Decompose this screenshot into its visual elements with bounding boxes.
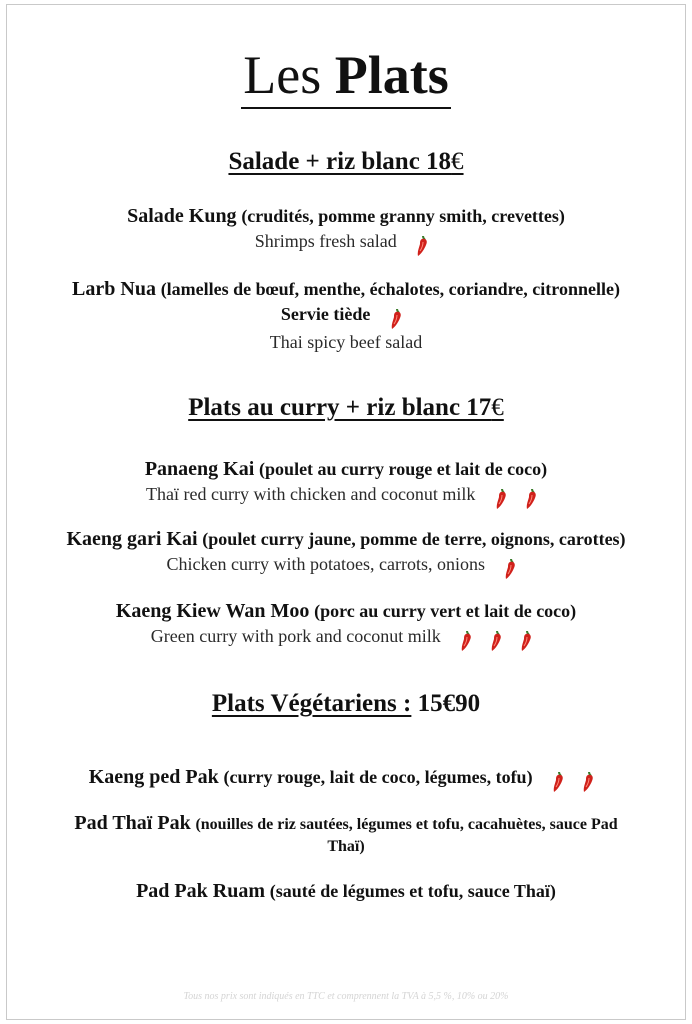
page-title-bold: Plats: [334, 45, 449, 105]
dish-english: Shrimps fresh salad: [254, 231, 397, 251]
section-label: Plats au curry + riz blanc 17: [188, 394, 492, 421]
chili-pepper-icon: [388, 308, 404, 330]
section-heading-vegetarien: [7, 689, 685, 719]
dish-panaeng-kai: [7, 457, 685, 510]
spice-level: [486, 485, 546, 510]
dish-salade-kung: [7, 204, 685, 257]
dish-english: Green curry with pork and coconut milk: [150, 626, 441, 646]
dish-kaeng-gari-kai: [7, 527, 685, 580]
dish-name: Kaeng gari Kai: [66, 528, 198, 550]
dish-name: Larb Nua: [72, 278, 156, 300]
section-label: Plats Végétariens :: [211, 690, 412, 717]
dish-name: Pad Thaï Pak: [74, 812, 191, 834]
dish-pad-pak-ruam: [7, 879, 685, 904]
spice-level: [543, 769, 603, 793]
spice-level: [407, 232, 437, 257]
dish-name: Pad Pak Ruam: [136, 880, 265, 902]
dish-english: Chicken curry with potatoes, carrots, onions: [166, 554, 485, 574]
spice-level: [495, 555, 525, 580]
tax-footnote: Tous nos prix sont indiqués en TTC et comprennent la TVA à 5,5 %, 10% ou 20%: [183, 991, 509, 1002]
dish-larb-nua: [7, 277, 685, 354]
dish-description: (porc au curry vert et lait de coco): [314, 601, 577, 621]
dish-description: (crudités, pomme granny smith, crevettes): [241, 206, 565, 226]
dish-name: Kaeng Kiew Wan Moo: [115, 600, 310, 622]
page-title-underline: [241, 45, 450, 109]
section-price: 15€90: [417, 690, 481, 717]
menu-page: [6, 4, 686, 1020]
dish-name: Salade Kung: [127, 205, 237, 227]
page-title: [7, 45, 685, 109]
dish-kaeng-ped-pak: [7, 765, 685, 793]
dish-kaeng-kiew-wan-moo: [7, 599, 685, 652]
chili-pepper-icon: [580, 771, 596, 793]
chili-pepper-icon: [493, 488, 509, 510]
chili-pepper-icon: [488, 630, 504, 652]
chili-pepper-icon: [414, 235, 430, 257]
dish-description: (curry rouge, lait de coco, légumes, tofu): [223, 767, 533, 787]
page-title-light: Les: [243, 45, 322, 105]
spice-level: [451, 627, 541, 652]
dish-pad-thai-pak: [7, 811, 685, 858]
chili-pepper-icon: [518, 630, 534, 652]
dish-english: Thaï red curry with chicken and coconut milk: [146, 484, 476, 504]
dish-note: Servie tiède: [280, 304, 371, 324]
section-heading-curry: [7, 393, 685, 423]
section-currency: €: [451, 148, 464, 175]
dish-description: (sauté de légumes et tofu, sauce Thaï): [269, 881, 556, 901]
dish-description: (lamelles de bœuf, menthe, échalotes, coriandre, citronnelle): [160, 279, 620, 299]
dish-name: Panaeng Kai: [144, 458, 255, 480]
section-label: Salade + riz blanc 18: [228, 148, 452, 175]
dish-english: Thai spicy beef salad: [269, 332, 423, 352]
chili-pepper-icon: [550, 771, 566, 793]
section-currency: €: [491, 394, 504, 421]
dish-name: Kaeng ped Pak: [88, 766, 219, 788]
dish-description: (poulet curry jaune, pomme de terre, oignons, carottes): [202, 529, 626, 549]
dish-description: (nouilles de riz sautées, légumes et tofu, cacahuètes, sauce Pad: [195, 816, 618, 833]
spice-level: [381, 306, 411, 330]
chili-pepper-icon: [458, 630, 474, 652]
dish-description: (poulet au curry rouge et lait de coco): [259, 459, 548, 479]
dish-description-cont: Thaï): [327, 838, 365, 855]
chili-pepper-icon: [523, 488, 539, 510]
chili-pepper-icon: [502, 558, 518, 580]
section-heading-salade: [7, 147, 685, 177]
